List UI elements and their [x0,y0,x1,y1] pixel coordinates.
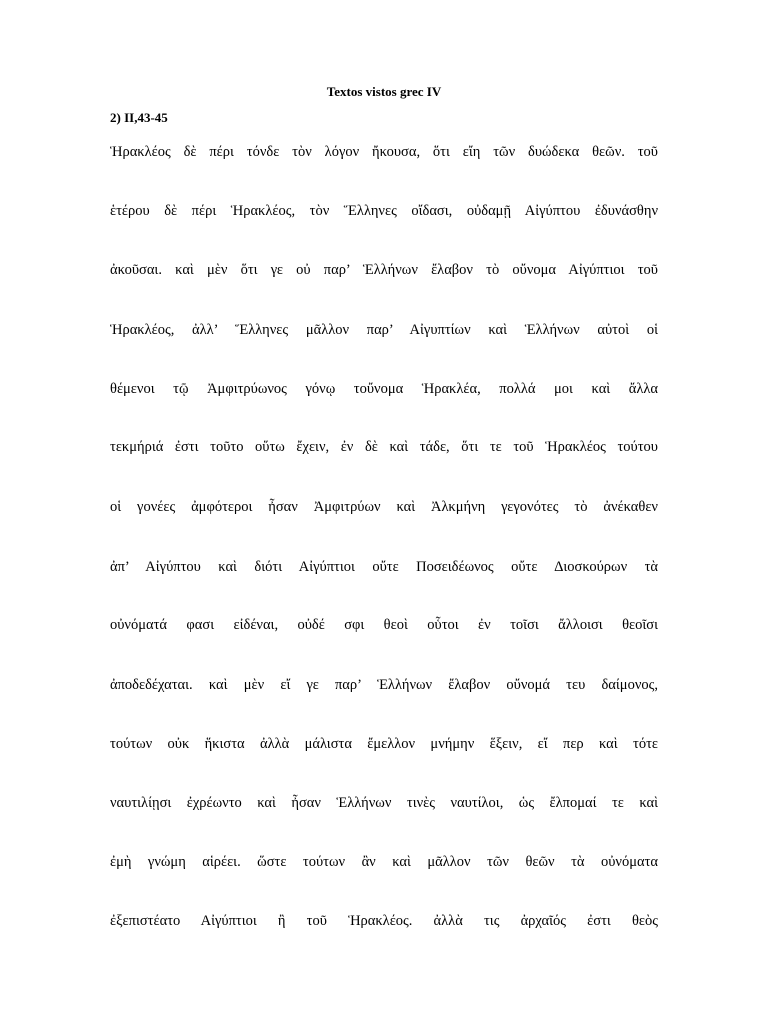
text-line: θέμενοι τῷ Ἀμφιτρύωνος γόνῳ τοὔνομα Ἡρακλέα, πολλά μοι καὶ ἄλλα [110,381,658,397]
text-line: ἑτέρου δὲ πέρι Ἡρακλέος, τὸν Ἕλληνες οἴδασι, οὐδαμῇ Αἰγύπτου ἐδυνάσθην [110,203,658,219]
text-line: ναυτιλίῃσι ἐχρέωντο καὶ ἦσαν Ἑλλήνων τινὲς ναυτίλοι, ὡς ἔλπομαί τε καὶ [110,795,658,811]
text-line: ἀπ’ Αἰγύπτου καὶ διότι Αἰγύπτιοι οὔτε Ποσειδέωνος οὔτε Διοσκούρων τὰ [110,559,658,575]
text-line: οὐνόματά φασι εἰδέναι, οὐδέ σφι θεοὶ οὗτοι ἐν τοῖσι ἄλλοισι θεοῖσι [110,617,658,633]
text-line: ἀκοῦσαι. καὶ μὲν ὅτι γε οὐ παρ’ Ἑλλήνων ἔλαβον τὸ οὔνομα Αἰγύπτιοι τοῦ [110,262,658,278]
text-line: ἐξεπιστέατο Αἰγύπτιοι ἢ τοῦ Ἡρακλέος. ἀλλὰ τις ἀρχαῖός ἐστι θεὸς [110,913,658,929]
text-line: ἀποδεδέχαται. καὶ μὲν εἴ γε παρ’ Ἑλλήνων ἔλαβον οὔνομά τευ δαίμονος, [110,677,658,693]
text-line: τεκμήριά ἐστι τοῦτο οὕτω ἔχειν, ἐν δὲ καὶ τάδε, ὅτι τε τοῦ Ἡρακλέος τούτου [110,439,658,455]
text-line: τούτων οὐκ ἥκιστα ἀλλὰ μάλιστα ἔμελλον μνήμην ἕξειν, εἴ περ καὶ τότε [110,736,658,752]
text-line: ἐμὴ γνώμη αἱρέει. ὥστε τούτων ἂν καὶ μᾶλλον τῶν θεῶν τὰ οὐνόματα [110,854,658,870]
text-line: οἱ γονέες ἀμφότεροι ἦσαν Ἀμφιτρύων καὶ Ἀλκμήνη γεγονότες τὸ ἀνέκαθεν [110,499,658,515]
document-title: Textos vistos grec IV [326,84,442,99]
text-line: Ἡρακλέος δὲ πέρι τόνδε τὸν λόγον ἤκουσα, ὅτι εἴη τῶν δυώδεκα θεῶν. τοῦ [110,144,658,160]
section-heading: 2) II,43-45 [110,110,168,125]
text-line: Ἡρακλέος, ἀλλ’ Ἕλληνες μᾶλλον παρ’ Αἰγυπτίων καὶ Ἑλλήνων αὐτοὶ οἱ [110,322,658,338]
